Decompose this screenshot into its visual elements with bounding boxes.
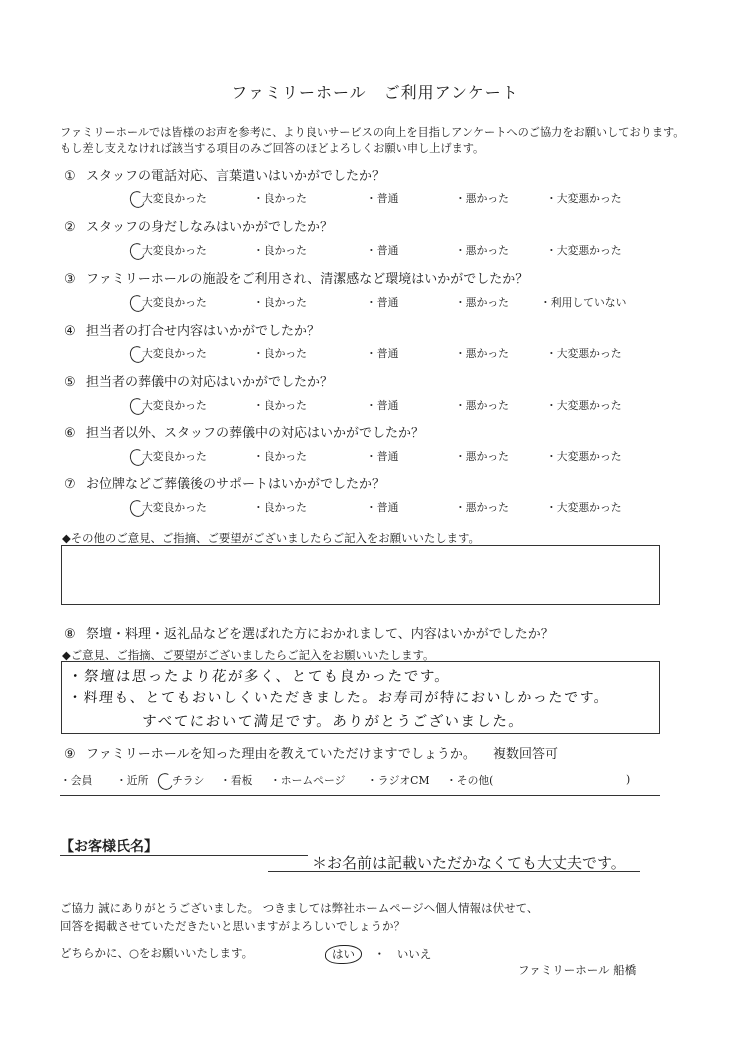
option-very-good[interactable]: 大変良かった xyxy=(142,501,207,514)
option-average[interactable]: ・普通 xyxy=(366,347,399,360)
question-7-options xyxy=(60,500,660,518)
option-good[interactable]: ・良かった xyxy=(253,244,307,257)
question-text: 担当者以外、スタッフの葬儀中の対応はいかがでしたか？ xyxy=(86,426,425,441)
consent-prompt: どちらかに、○をお願いいたします。 xyxy=(60,946,254,960)
question-number: ③ xyxy=(64,272,76,287)
option-average[interactable]: ・普通 xyxy=(366,244,399,257)
question-number: ④ xyxy=(64,324,76,339)
question-text: 担当者の葬儀中の対応はいかがでしたか？ xyxy=(86,375,334,390)
name-label-text: お客様氏名 xyxy=(74,839,144,855)
question-2 xyxy=(64,216,333,235)
option-very-good[interactable]: 大変良かった xyxy=(142,192,207,205)
question-4 xyxy=(64,320,320,339)
option-bad[interactable]: ・悪かった xyxy=(455,450,509,463)
question-text: ファミリーホールの施設をご利用され、清潔感など環境はいかがでしたか？ xyxy=(86,272,529,287)
question-3-options xyxy=(60,295,660,313)
question-8 xyxy=(64,623,554,642)
customer-name-label xyxy=(60,836,158,856)
consent-yes[interactable] xyxy=(325,945,362,964)
option-bad[interactable]: ・悪かった xyxy=(455,296,509,309)
form-title: ファミリーホール ご利用アンケート xyxy=(231,83,519,102)
name-underline xyxy=(60,855,308,856)
question-1-options xyxy=(60,191,660,209)
question-7 xyxy=(64,473,385,492)
option-radio-cm[interactable]: ・ラジオCM xyxy=(367,774,430,787)
question-number: ⑦ xyxy=(64,477,76,492)
question-3 xyxy=(64,268,528,287)
handwritten-line-2: ・料理も、とてもおいしくいただきました。お寿司が特においしかったです。 xyxy=(67,690,610,706)
consent-separator: ・ xyxy=(373,947,386,961)
option-other-close-paren: ) xyxy=(626,773,631,786)
question-5 xyxy=(64,371,333,390)
option-average[interactable]: ・普通 xyxy=(366,192,399,205)
option-very-bad[interactable]: ・大変悪かった xyxy=(546,501,622,514)
option-signboard[interactable]: ・看板 xyxy=(220,774,253,787)
option-other[interactable]: ・その他( xyxy=(446,774,494,787)
option-neighborhood[interactable]: ・近所 xyxy=(116,774,149,787)
option-average[interactable]: ・普通 xyxy=(366,296,399,309)
option-very-good[interactable]: 大変良かった xyxy=(142,450,207,463)
option-bad[interactable]: ・悪かった xyxy=(455,347,509,360)
option-not-used[interactable]: ・利用していない xyxy=(540,296,627,309)
option-very-bad[interactable]: ・大変悪かった xyxy=(546,347,622,360)
question-4-options xyxy=(60,346,660,364)
option-average[interactable]: ・普通 xyxy=(366,501,399,514)
option-bad[interactable]: ・悪かった xyxy=(455,192,509,205)
name-optional-note: ＊お名前は記載いただかなくても大丈夫です。 xyxy=(312,854,626,872)
intro-line-2: もし差し支えなければ該当する項目のみご回答のほどよろしくお願い申し上げます。 xyxy=(60,142,485,155)
question-text: スタッフの電話対応、言葉遣いはいかがでしたか？ xyxy=(86,169,386,184)
question-6 xyxy=(64,422,424,441)
option-average[interactable]: ・普通 xyxy=(366,399,399,412)
q8-comments-label: ◆ご意見、ご指摘、ご要望がございましたらご記入をお願いいたします。 xyxy=(62,648,435,662)
consent-yes-label: はい xyxy=(332,947,355,961)
option-good[interactable]: ・良かった xyxy=(253,450,307,463)
question-9 xyxy=(64,743,476,762)
intro-line-1: ファミリーホールでは皆様のお声を参考に、より良いサービスの向上を目指しアンケートへのご協力をお願いしております。 xyxy=(60,126,685,139)
option-very-bad[interactable]: ・大変悪かった xyxy=(546,399,622,412)
question-text: スタッフの身だしなみはいかがでしたか？ xyxy=(86,220,334,235)
handwritten-line-3: すべてにおいて満足です。ありがとうございました。 xyxy=(141,714,526,730)
comments-box[interactable] xyxy=(61,545,660,605)
option-member[interactable]: ・会員 xyxy=(60,774,93,787)
bracket-close: 】 xyxy=(144,839,158,855)
option-good[interactable]: ・良かった xyxy=(253,192,307,205)
bracket-open: 【 xyxy=(60,839,74,855)
handwritten-line-1: ・祭壇は思ったより花が多く、とても良かったです。 xyxy=(67,669,452,685)
option-very-bad[interactable]: ・大変悪かった xyxy=(546,244,622,257)
question-number: ② xyxy=(64,220,76,235)
question-1 xyxy=(64,165,385,184)
option-bad[interactable]: ・悪かった xyxy=(455,244,509,257)
consent-line-1: ご協力 誠にありがとうございました。 つきましては弊社ホームページへ個人情報は伏せて、 xyxy=(60,901,539,915)
question-5-options xyxy=(60,398,660,416)
option-average[interactable]: ・普通 xyxy=(366,450,399,463)
question-number: ⑨ xyxy=(64,747,76,762)
question-text: ファミリーホールを知った理由を教えていただけますでしょうか。 xyxy=(86,747,476,762)
question-9-options xyxy=(60,773,660,793)
question-text: 担当者の打合せ内容はいかがでしたか？ xyxy=(86,324,321,339)
comments-label: ◆その他のご意見、ご指摘、ご要望がございましたらご記入をお願いいたします。 xyxy=(62,531,480,545)
name-field-line[interactable] xyxy=(268,871,640,872)
q9-underline xyxy=(60,795,660,796)
option-very-good[interactable]: 大変良かった xyxy=(142,244,207,257)
question-6-options xyxy=(60,449,660,467)
question-text: お位牌などご葬儀後のサポートはいかがでしたか？ xyxy=(86,477,386,492)
question-text: 祭壇・料理・返礼品などを選ばれた方におかれまして、内容はいかがでしたか？ xyxy=(86,627,554,642)
q8-comments-box[interactable] xyxy=(61,661,660,734)
option-very-good[interactable]: 大変良かった xyxy=(142,347,207,360)
option-very-good[interactable]: 大変良かった xyxy=(142,399,207,412)
option-flyer[interactable]: チラシ xyxy=(172,774,205,787)
option-good[interactable]: ・良かった xyxy=(253,347,307,360)
signature: ファミリーホール 船橋 xyxy=(518,963,637,977)
consent-choices xyxy=(325,945,431,964)
option-very-bad[interactable]: ・大変悪かった xyxy=(546,192,622,205)
consent-line-2: 回答を掲載させていただきたいと思いますがよろしいでしょうか？ xyxy=(60,919,405,933)
question-2-options xyxy=(60,243,660,261)
option-homepage[interactable]: ・ホームページ xyxy=(270,774,346,787)
question-number: ⑧ xyxy=(64,627,76,642)
option-good[interactable]: ・良かった xyxy=(253,296,307,309)
question-number: ⑥ xyxy=(64,426,76,441)
option-bad[interactable]: ・悪かった xyxy=(455,399,509,412)
option-bad[interactable]: ・悪かった xyxy=(455,501,509,514)
multiple-answers-note: 複数回答可 xyxy=(493,747,559,762)
option-very-good[interactable]: 大変良かった xyxy=(142,296,207,309)
question-number: ⑤ xyxy=(64,375,76,390)
consent-no[interactable]: いいえ xyxy=(396,947,432,961)
option-good[interactable]: ・良かった xyxy=(253,399,307,412)
option-good[interactable]: ・良かった xyxy=(253,501,307,514)
option-very-bad[interactable]: ・大変悪かった xyxy=(546,450,622,463)
question-number: ① xyxy=(64,169,76,184)
